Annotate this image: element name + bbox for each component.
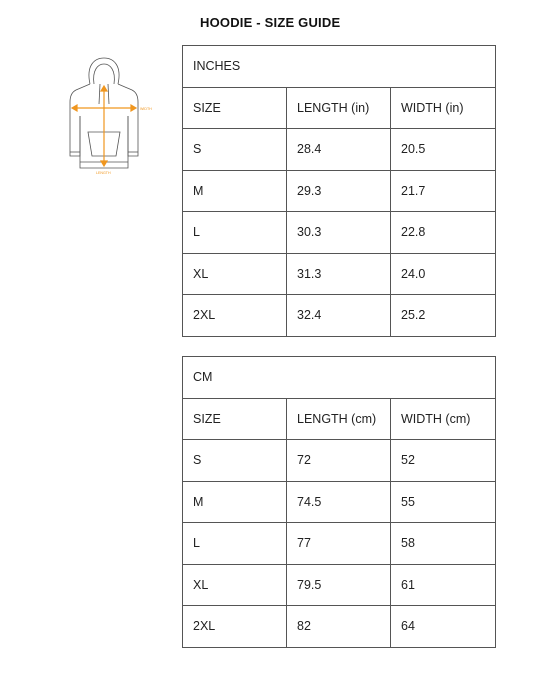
size-cell: M: [183, 170, 287, 212]
length-label: LENGTH: [96, 171, 111, 175]
width-cell: 21.7: [391, 170, 496, 212]
length-cell: 32.4: [287, 295, 391, 337]
width-cell: 25.2: [391, 295, 496, 337]
length-cell: 77: [287, 523, 391, 565]
table-row: [183, 170, 496, 212]
size-cell: 2XL: [183, 295, 287, 337]
length-cell: 31.3: [287, 253, 391, 295]
hoodie-diagram: [52, 56, 156, 178]
table-row: [183, 295, 496, 337]
column-header: LENGTH (cm): [287, 398, 391, 440]
length-cell: 30.3: [287, 212, 391, 254]
table-row: [183, 606, 496, 648]
cm-size-table: [182, 356, 496, 648]
size-cell: L: [183, 212, 287, 254]
unit-row: [183, 357, 496, 399]
width-cell: 24.0: [391, 253, 496, 295]
length-cell: 74.5: [287, 481, 391, 523]
size-cell: S: [183, 129, 287, 171]
size-cell: L: [183, 523, 287, 565]
header-row: [183, 87, 496, 129]
column-header: SIZE: [183, 87, 287, 129]
size-cell: 2XL: [183, 606, 287, 648]
column-header: WIDTH (in): [391, 87, 496, 129]
length-cell: 82: [287, 606, 391, 648]
column-header: WIDTH (cm): [391, 398, 496, 440]
unit-label: CM: [183, 357, 496, 399]
size-cell: XL: [183, 253, 287, 295]
table-row: [183, 253, 496, 295]
table-row: [183, 564, 496, 606]
width-cell: 20.5: [391, 129, 496, 171]
column-header: SIZE: [183, 398, 287, 440]
header-row: [183, 398, 496, 440]
unit-label: INCHES: [183, 46, 496, 88]
table-row: [183, 440, 496, 482]
width-cell: 64: [391, 606, 496, 648]
length-arrow-icon: [101, 86, 107, 166]
table-row: [183, 523, 496, 565]
length-cell: 29.3: [287, 170, 391, 212]
width-cell: 58: [391, 523, 496, 565]
size-cell: M: [183, 481, 287, 523]
width-label: WIDTH: [140, 107, 152, 111]
length-cell: 72: [287, 440, 391, 482]
width-cell: 22.8: [391, 212, 496, 254]
column-header: LENGTH (in): [287, 87, 391, 129]
page-title: HOODIE - SIZE GUIDE: [200, 15, 341, 30]
size-cell: S: [183, 440, 287, 482]
inches-size-table: [182, 45, 496, 337]
width-cell: 55: [391, 481, 496, 523]
table-row: [183, 129, 496, 171]
length-cell: 28.4: [287, 129, 391, 171]
length-cell: 79.5: [287, 564, 391, 606]
table-row: [183, 212, 496, 254]
width-cell: 61: [391, 564, 496, 606]
table-row: [183, 481, 496, 523]
width-cell: 52: [391, 440, 496, 482]
unit-row: [183, 46, 496, 88]
size-cell: XL: [183, 564, 287, 606]
